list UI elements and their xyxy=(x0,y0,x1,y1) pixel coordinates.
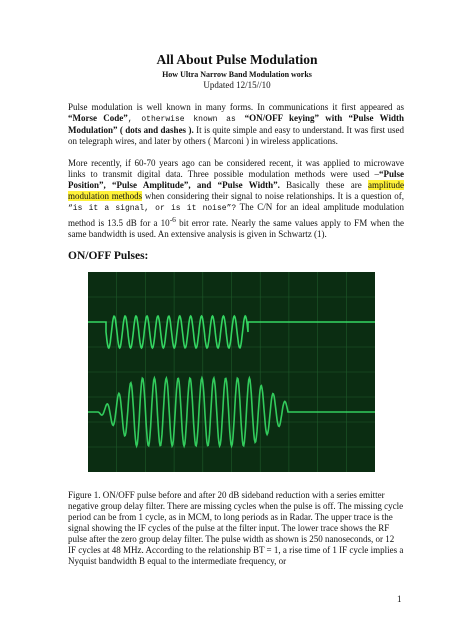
oscilloscope-image xyxy=(88,272,375,472)
p2-highlight: amplitude modulation methods xyxy=(68,180,404,201)
p1-bold-keying: “ON/OFF keying” with “Pulse Width Modulation” ( dots and dashes ). xyxy=(68,113,404,135)
p1-text-2: It is quite simple and easy to understand. It was first used on telegraph wires, and later by others ( Marconi ) in wireless applications. xyxy=(68,125,405,146)
page-number: 1 xyxy=(397,594,402,604)
p2-text-1: More recently, if 60-70 years ago can be considered recent, it was applied to microwave links to transmit digital data. Three possible modulation methods were used – xyxy=(68,158,404,179)
p2-text-3: when considering their signal to noise relationships. It is a question of, xyxy=(142,191,404,201)
figure-caption: Figure 1. ON/OFF pulse before and after 20 dB sideband reduction with a series emitter negative group delay filter. There are missing cycles when the pulse is off. The missing cycle period can be from 1 cycle, as in MCM, to long periods as in Radar. The upper trace is the signal showing the IF cycles of the pulse at the filter input. The lower trace shows the RF pulse after the zero group delay filter. The pulse width as shown is 250 nanoseconds, or 12 IF cycles at 48 MHz. According to the relationship BT = 1, a rise time of 1 IF cycle implies a Nyquist bandwidth B equal to the intermediate frequency, or xyxy=(68,490,404,566)
p1-bold-morse: “Morse Code” xyxy=(68,113,128,123)
p2-bold-methods: “Pulse Position”, “Pulse Amplitude”, and “Pulse Width”. xyxy=(68,169,404,190)
page-subtitle: How Ultra Narrow Band Modulation works xyxy=(162,70,312,79)
p2-text-2: Basically these are xyxy=(279,180,368,190)
paragraph-history xyxy=(68,158,404,240)
p1-mono-text: , otherwise known as xyxy=(127,115,245,124)
paragraph-intro xyxy=(68,102,404,147)
page-title: All About Pulse Modulation xyxy=(156,52,318,67)
p2-text-4: The C/N for an ideal amplitude modulation method is 13.5 dB for a 10 xyxy=(68,202,404,228)
updated-date: Updated 12/15//10 xyxy=(203,80,271,90)
p2-text-5: bit error rate. Nearly the same values apply to FM when the same bandwidth is used. An extensive analysis is given in Schwartz (1). xyxy=(68,218,404,239)
section-heading: ON/OFF Pulses: xyxy=(68,250,149,262)
p2-mono-question: “is it a signal, or is it noise”? xyxy=(68,204,237,213)
oscilloscope-figure xyxy=(88,272,375,472)
p1-text-1: Pulse modulation is well known in many forms. In communications it first appeared as xyxy=(68,102,404,112)
p2-superscript: -6 xyxy=(169,215,176,224)
